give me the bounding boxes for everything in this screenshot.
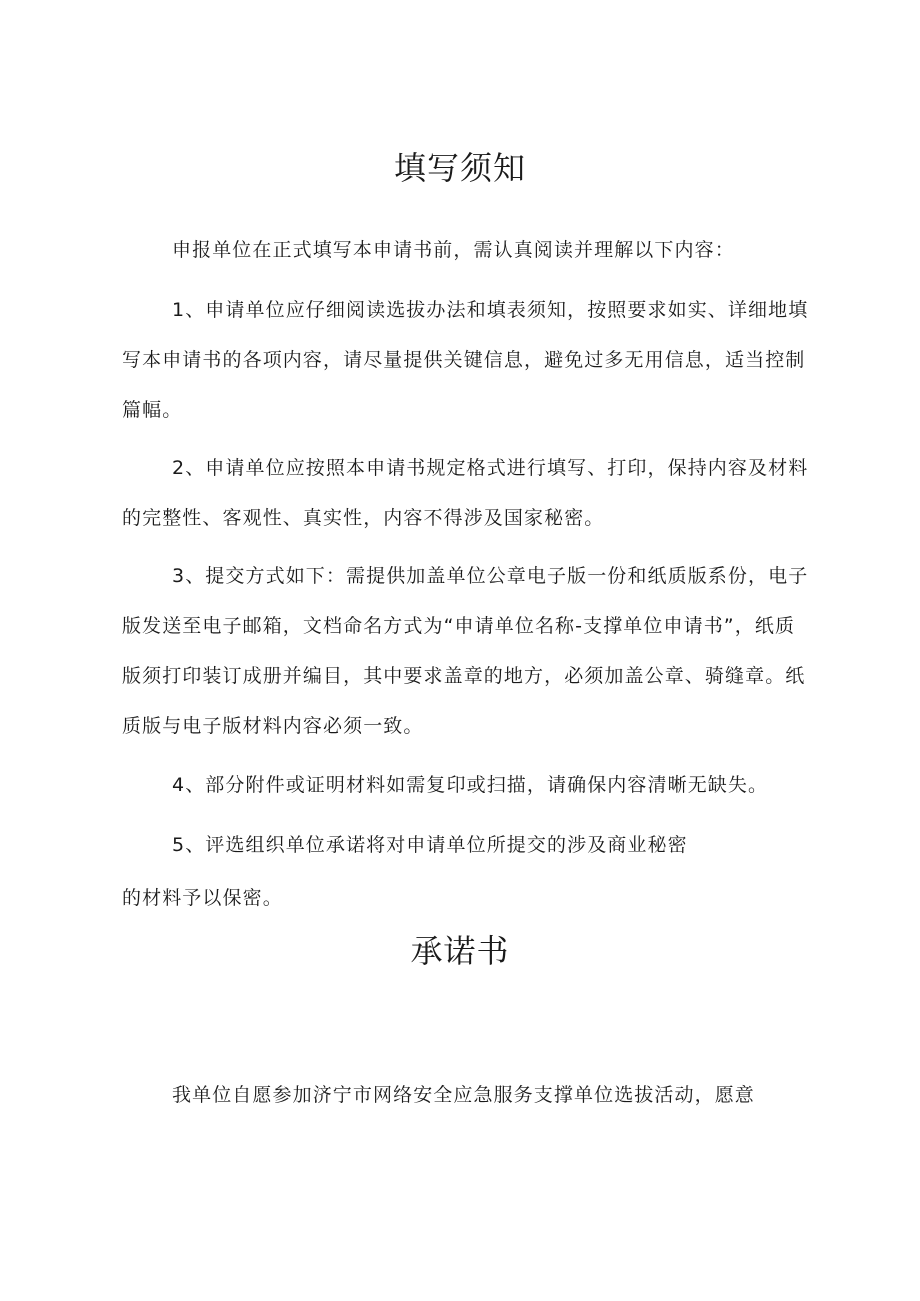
notice-item-4: 4、部分附件或证明材料如需复印或扫描，请确保内容清晰无缺失。 — [172, 774, 769, 796]
notice-item-5-continued: 的材料予以保密。 — [122, 887, 283, 909]
notice-intro: 申报单位在正式填写本申请书前，需认真阅读并理解以下内容： — [172, 239, 735, 261]
pledge-body: 我单位自愿参加济宁市网络安全应急服务支撑单位选拔活动，愿意 — [172, 1084, 755, 1106]
notice-item-1: 1、申请单位应仔细阅读选拔办法和填表须知，按照要求如实、详细地填写本申请书的各项内容，请尽量提供关键信息，避免过多无用信息，适当控制篇幅。 — [122, 299, 809, 421]
pledge-title: 承诺书 — [410, 932, 510, 970]
notice-item-3: 3、提交方式如下：需提供加盖单位公章电子版一份和纸质版系份，电子版发送至电子邮箱，文档命名方式为“申请单位名称-支撑单位申请书”，纸质版须打印装订成册并编目，其中要求盖章的地方，必须加盖公章、骑缝章。纸质版与电子版材料内容必须一致。 — [122, 565, 809, 737]
notice-title: 填写须知 — [393, 149, 526, 187]
notice-item-2: 2、申请单位应按照本申请书规定格式进行填写、打印，保持内容及材料的完整性、客观性、真实性，内容不得涉及国家秘密。 — [122, 457, 809, 529]
notice-item-5: 5、评选组织单位承诺将对申请单位所提交的涉及商业秘密 — [172, 834, 688, 856]
